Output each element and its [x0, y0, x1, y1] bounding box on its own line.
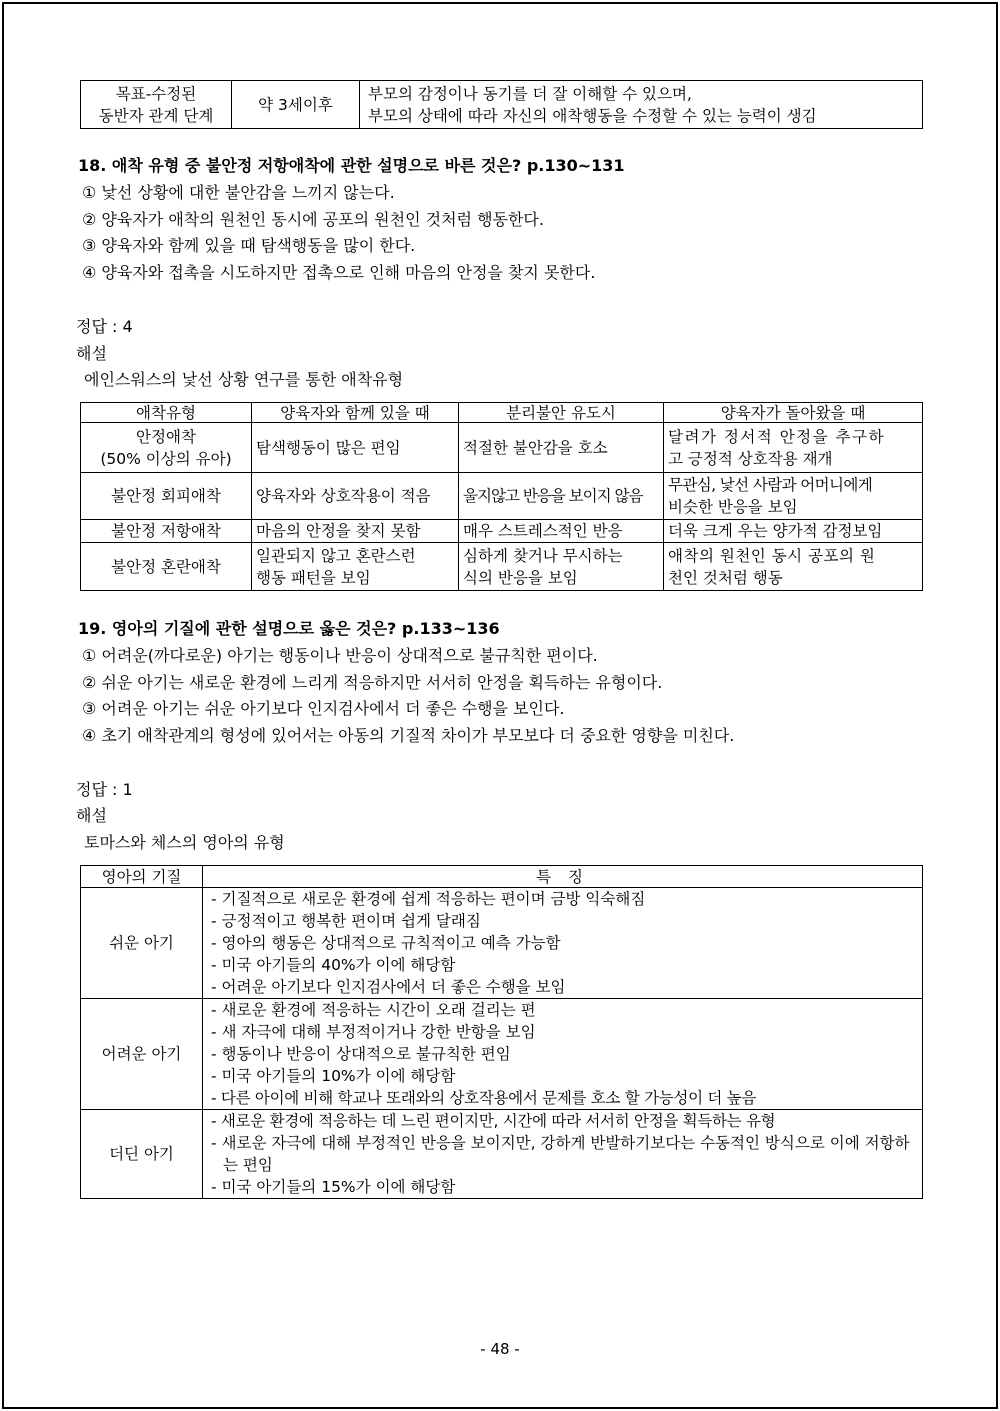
table-row [81, 1110, 923, 1199]
with-cell: 탐색행동이 많은 편임 [252, 423, 459, 473]
feature-item: - 새로운 자극에 대해 부정적인 반응을 보이지만, 강하게 반발하기보다는 수동적인 방식으로 이에 저항하는 편임 [211, 1134, 910, 1174]
header-type: 애착유형 [81, 403, 252, 423]
header-with: 양육자와 함께 있을 때 [252, 403, 459, 423]
type-slow: 더딘 아기 [81, 1110, 203, 1199]
q18-subtitle: 에인스워스의 낯선 상황 연구를 통한 애착유형 [84, 370, 404, 389]
desc-line-1: 부모의 감정이나 동기를 더 잘 이해할 수 있으며, [368, 84, 692, 103]
temperament-table [80, 865, 923, 1199]
feature-item: - 다른 아이에 비해 학교나 또래와의 상호작용에서 문제를 호소 할 가능성이 더 높음 [211, 1089, 757, 1107]
type-avoidant: 불안정 회피애착 [81, 473, 252, 520]
q18-option-4: ④ 양육자와 접촉을 시도하지만 접촉으로 인해 마음의 안정을 찾지 못한다. [82, 263, 596, 282]
return-line-1: 달려가 정서적 안정을 추구하 [668, 427, 885, 446]
return-line-2: 천인 것처럼 행동 [668, 568, 783, 587]
q19-subtitle: 토마스와 체스의 영아의 유형 [84, 833, 285, 852]
type-secure-note: (50% 이상의 유아) [100, 449, 232, 468]
header-return: 양육자가 돌아왔을 때 [664, 403, 923, 423]
features-cell [203, 1110, 923, 1199]
feature-item: - 기질적으로 새로운 환경에 쉽게 적응하는 편이며 금방 익숙해짐 [211, 890, 646, 908]
q18-option-2: ② 양육자가 애착의 원천인 동시에 공포의 원천인 것처럼 행동한다. [82, 210, 544, 229]
q18-question: 18. 애착 유형 중 불안정 저항애착에 관한 설명으로 바른 것은? p.130~131 [78, 156, 625, 175]
type-secure: 안정애착 [136, 427, 196, 446]
sep-cell: 매우 스트레스적인 반응 [459, 520, 664, 543]
feature-item: - 새로운 환경에 적응하는 데 느린 편이지만, 시간에 따라 서서히 안정을 획득하는 유형 [211, 1112, 776, 1130]
with-cell: 마음의 안정을 찾지 못함 [252, 520, 459, 543]
type-resistant: 불안정 저항애착 [81, 520, 252, 543]
feature-item: - 미국 아기들의 10%가 이에 해당함 [211, 1067, 456, 1085]
ainsworth-table [80, 402, 923, 591]
q18-answer: 정답 : 4 [76, 317, 133, 336]
q18-option-3: ③ 양육자와 함께 있을 때 탐색행동을 많이 한다. [82, 236, 416, 255]
return-line-2: 고 긍정적 상호작용 재개 [668, 449, 833, 468]
table-row [81, 888, 923, 999]
feature-item: - 영아의 행동은 상대적으로 규칙적이고 예측 가능함 [211, 934, 561, 952]
table-row [81, 999, 923, 1110]
feature-item: - 행동이나 반응이 상대적으로 불규칙한 편임 [211, 1045, 511, 1063]
return-line-2: 비슷한 반응을 보임 [668, 498, 798, 516]
q19-option-1: ① 어려운(까다로운) 아기는 행동이나 반응이 상대적으로 불규칙한 편이다. [82, 646, 598, 665]
table-row [81, 543, 923, 591]
return-cell: 더욱 크게 우는 양가적 감정보임 [664, 520, 923, 543]
header-features: 특 징 [203, 866, 923, 888]
table-row [81, 423, 923, 473]
sep-line-1: 심하게 찾거나 무시하는 [463, 546, 623, 565]
with-line-2: 행동 패턴을 보임 [256, 568, 371, 587]
age-cell: 약 3세이후 [232, 81, 360, 129]
with-cell: 양육자와 상호작용이 적음 [252, 473, 459, 520]
table-row [81, 520, 923, 543]
q18-explain-label: 해설 [76, 344, 107, 363]
q19-answer: 정답 : 1 [76, 780, 133, 799]
page-number: - 48 - [480, 1340, 520, 1358]
q19-option-3: ③ 어려운 아기는 쉬운 아기보다 인지검사에서 더 좋은 수행을 보인다. [82, 699, 565, 718]
sep-line-2: 식의 반응을 보임 [463, 568, 578, 587]
table-row [81, 473, 923, 520]
header-sep: 분리불안 유도시 [459, 403, 664, 423]
feature-item: - 미국 아기들의 15%가 이에 해당함 [211, 1178, 456, 1196]
type-disorganized: 불안정 혼란애착 [81, 543, 252, 591]
feature-item: - 미국 아기들의 40%가 이에 해당함 [211, 956, 456, 974]
q19-option-4: ④ 초기 애착관계의 형성에 있어서는 아동의 기질적 차이가 부모보다 더 중요한 영향을 미친다. [82, 726, 735, 745]
return-line-1: 무관심, 낯선 사람과 어머니에게 [668, 476, 873, 494]
q19-option-2: ② 쉬운 아기는 새로운 환경에 느리게 적응하지만 서서히 안정을 획득하는 유형이다. [82, 673, 663, 692]
stage-line-2: 동반자 관계 단계 [98, 106, 214, 125]
features-cell [203, 999, 923, 1110]
return-line-1: 애착의 원천인 동시 공포의 원 [668, 546, 876, 565]
type-easy: 쉬운 아기 [81, 888, 203, 999]
stage-cell [81, 81, 232, 129]
feature-item: - 새로운 환경에 적응하는 시간이 오래 걸리는 편 [211, 1001, 536, 1019]
type-difficult: 어려운 아기 [81, 999, 203, 1110]
sep-cell: 적절한 불안감을 호소 [459, 423, 664, 473]
stage-line-1: 목표-수정된 [115, 84, 197, 103]
desc-line-2: 부모의 상태에 따라 자신의 애착행동을 수정할 수 있는 능력이 생김 [368, 106, 817, 125]
header-temperament: 영아의 기질 [81, 866, 203, 888]
q18-option-1: ① 낯선 상황에 대한 불안감을 느끼지 않는다. [82, 183, 395, 202]
features-cell [203, 888, 923, 999]
feature-item: - 새 자극에 대해 부정적이거나 강한 반항을 보임 [211, 1023, 536, 1041]
feature-item: - 어려운 아기보다 인지검사에서 더 좋은 수행을 보임 [211, 978, 566, 996]
sep-cell: 울지않고 반응을 보이지 않음 [459, 473, 664, 520]
with-line-1: 일관되지 않고 혼란스런 [256, 546, 416, 565]
feature-item: - 긍정적이고 행복한 편이며 쉽게 달래짐 [211, 912, 481, 930]
q19-explain-label: 해설 [76, 806, 107, 825]
desc-cell [360, 81, 923, 129]
attachment-stage-table [80, 80, 923, 129]
q19-question: 19. 영아의 기질에 관한 설명으로 옳은 것은? p.133~136 [78, 619, 500, 638]
